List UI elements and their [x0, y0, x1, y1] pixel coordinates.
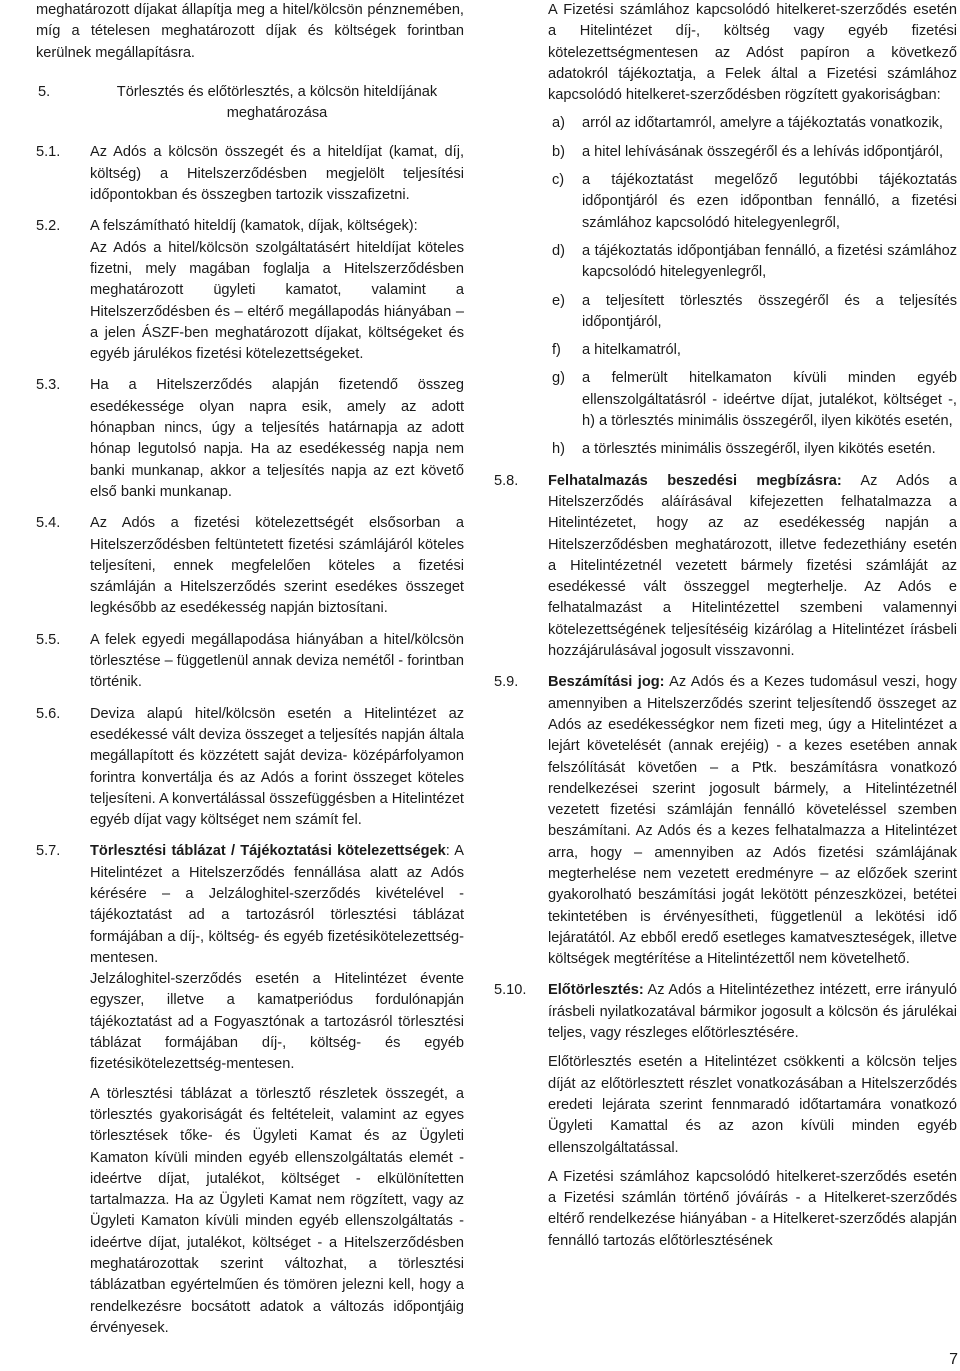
- section-text: [548, 471, 957, 663]
- list-item-label: g): [552, 370, 565, 387]
- section-5-8: [494, 471, 957, 663]
- section-text: Deviza alapú hitel/kölcsön esetén a Hitelintézet az esedékessé vált deviza összeget a teljesítés napján általa megállapított és közzétett saját deviza- középárfolyamon forintra konvertálja és az Adós a forint összeget köteles teljesíteni. A konvertálással összefüggésben a Hitelintézet egyéb díjat vagy költséget nem számít fel.: [90, 705, 464, 829]
- section-paragraph-2: Jelzáloghitel-szerződés esetén a Hitelintézet évente egyszer, illetve a kamatperiódus fordulónapján tájékoztatást ad a Fogyasztónak a tartozásról törlesztési táblázat formájában díj-, költség- és egyéb fizetésikötelezettség-mentesen.: [90, 971, 464, 1073]
- section-title: Törlesztési táblázat / Tájékoztatási kötelezettségek: [90, 843, 446, 860]
- section-5-4: [36, 513, 464, 619]
- list-item: [550, 113, 957, 134]
- section-number: 5.1.: [36, 144, 61, 161]
- section-text: A felek egyedi megállapodása hiányában a hitel/kölcsön törlesztése – függetlenül annak deviza nemétől - forintban történik.: [90, 631, 464, 691]
- section-text: Az Adós a kölcsön összegét és a hiteldíjat (kamat, díj, költség) a Hitelszerződésben megjelölt teljesítési időpontokban és összegben tartozik visszafizetni.: [90, 144, 464, 204]
- left-intro: meghatározott díjakat állapítja meg a hitel/kölcsön pénznemében, míg a tételesen meghatározott díjak és költségek forintban kerülnek megállapításra.: [36, 2, 464, 61]
- list-item-text: a hitelkamatról,: [582, 342, 681, 359]
- section-5-3: [36, 375, 464, 503]
- section-text-cont: Az Adós a Hitelintézethez intézett, erre irányuló írásbeli nyilatkozatával bármikor jogosult a kölcsön és járulékai teljes, vagy részleges előtörlesztésére.: [548, 982, 957, 1042]
- section-text-cont: Az Adós a Hitelszerződés aláírásával kifejezetten felhatalmazza a Hitelintézetet, hogy az az esedékesség napján a Hitelszerződésben meghatározott, illetve fedezethiány esetén a Hitelintézetnél vezetett bármely fizetési számláját az esedékessé vált összeggel megterhelje. Az Adós e felhatalmazást a Hitelintézettel szembeni valamennyi kötelezettségének teljesítéséig kizárólag a Hitelintézet írásbeli hozzájárulásával jogosult visszavonni.: [548, 472, 957, 660]
- section-number: 5.10.: [494, 982, 527, 999]
- list-item-label: h): [552, 441, 565, 458]
- list-item-label: b): [552, 143, 565, 160]
- section-number: 5.2.: [36, 218, 61, 235]
- section-title: Beszámítási jog:: [548, 674, 665, 691]
- section-title: Előtörlesztés:: [548, 982, 644, 999]
- section-number: 5.8.: [494, 472, 519, 489]
- section-5-5: [36, 630, 464, 694]
- section-text-lead: A felszámítható hiteldíj (kamatok, díjak, költségek):: [90, 218, 418, 235]
- list-item-text: a teljesített törlesztés összegéről és a teljesítés időpontjáról,: [582, 292, 957, 330]
- section-number: 5.7.: [36, 843, 61, 860]
- section-5-2: [36, 216, 464, 365]
- section-5-heading: [36, 82, 464, 125]
- section-number: 5.: [38, 83, 51, 100]
- page-number: 7: [949, 1351, 958, 1368]
- section-text: [548, 672, 957, 970]
- list-item: [550, 368, 957, 432]
- section-text-cont: Az Adós és a Kezes tudomásul veszi, hogy amennyiben a Hitelszerződés szerint teljesítendő összeget az Adós az esedékességkor nem fizeti meg, úgy a Hitelintézet a lejárt követelését (annak erejéig) - a kezes esetében annak felszólítását követően – a Ptk. beszámításra vonatkozó rendelkezései szerint jogosult bármely, a Hitelintézetnél vezetett fizetési számláján fennálló követeléssel szemben beszámítani. Az Adós és a kezes felhatalmazza a Hitelintézet arra, hogy – amennyiben az Adós fizetési számlájának megterhelése nem vezetett eredményre – az előzőek szerint gyakorolható beszámítási jogát lekötött pénzeszközei, betétei tekintetében is érvényesítheti, függetlenül a lekötési idő lejáratától. Az ebből eredő esetleges kamatveszteségek, illetve költségek megtérítése a Hitelintézettől nem követelhető.: [548, 674, 957, 968]
- section-text-cont: : A Hitelintézet a Hitelszerződés fennállása alatt az Adós kérésére – a Jelzáloghitel-szerződés kivételével - tájékoztatást ad a tartozásról törlesztési táblázat formájában a díj-, költség- és egyéb fizetésikötelezettség-mentesen.: [90, 843, 464, 966]
- list-item-label: e): [552, 292, 565, 309]
- list-item-label: a): [552, 115, 565, 132]
- list-item-text: a törlesztés minimális összegéről, ilyen kikötés esetén.: [582, 441, 936, 458]
- section-text: [90, 841, 464, 969]
- section-title: [90, 82, 464, 125]
- section-5-10: [494, 980, 957, 1252]
- list-item: [550, 291, 957, 334]
- section-paragraph-3: A törlesztési táblázat a törlesztő részletek összegét, a törlesztés gyakoriságát és feltételeit, valamint az egyes törlesztések tőke- és Ügyleti Kamat és az Ügyleti Kamaton kívüli minden egyéb ellenszolgáltatás elemét - ideértve díjat, jutalékot, költséget - elkülönítetten tartalmazza. Ha az Ügyleti Kamat nem rögzített, vagy az Ügyleti Kamaton kívüli minden egyéb ellenszolgáltatás - ideértve díjat, jutalékot, költséget - a Hitelszerződésben meghatározottak szerint változhat, a törlesztési táblázatban egyértelműen és tömören jelezni kell, hogy a rendelkezésre bocsátott adatok a változás időpontjáig érvényesek.: [90, 1085, 464, 1336]
- list-item-text: a felmerült hitelkamaton kívüli minden egyéb ellenszolgáltatásról - ideértve díjat, jutalékot, költséget -, h) a törlesztés minimális összegéről, ilyen kikötés esetén,: [582, 370, 957, 430]
- info-list: [494, 113, 957, 460]
- list-item-text: arról az időtartamról, amelyre a tájékoztatás vonatkozik,: [582, 115, 943, 132]
- section-paragraph-3: A Fizetési számlához kapcsolódó hitelkeret-szerződés esetén a Fizetési számlán történő jóváírás - a Hitelkeret-szerződés eltérő rendelkezése hiányában - a Hitelkeret-szerződés alapján fennálló tartozás előtörlesztésének: [548, 1168, 957, 1249]
- list-item-label: d): [552, 242, 565, 259]
- section-5-1: [36, 142, 464, 206]
- list-item-text: a hitel lehívásának összegéről és a lehívás időpontjáról,: [582, 143, 944, 160]
- section-number: 5.6.: [36, 705, 61, 722]
- list-item: [550, 439, 957, 460]
- list-item-label: c): [552, 172, 565, 189]
- section-5-6: [36, 704, 464, 832]
- section-text: [548, 980, 957, 1044]
- section-paragraph-2: Előtörlesztés esetén a Hitelintézet csökkenti a kölcsön teljes díját az előtörlesztett részlet vonatkozásában a Hitelszerződés eredeti lejárata szerint fennmaradó időtartamára vonatkozó Ügyleti Kamattal és az azon kívüli minden egyéb ellenszolgáltatással.: [548, 1054, 957, 1156]
- left-column: [36, 0, 464, 1339]
- section-text: Az Adós a hitel/kölcsön szolgáltatásért hiteldíjat köteles fizetni, mely magában foglalja a Hitelszerződésben meghatározott ügyleti kamatot, valamint a Hitelszerződésben és – eltérő megállapodás hiányában – a jelen ÁSZF-ben meghatározott díjakat, költségeket és egyéb járulékos fizetési kötelezettségeket.: [90, 239, 464, 363]
- list-item-label: f): [552, 342, 561, 359]
- section-title-line2: meghatározása: [226, 105, 328, 122]
- list-item: [550, 340, 957, 361]
- section-text: Ha a Hitelszerződés alapján fizetendő összeg esedékessége olyan napra esik, amely az adott hónapban nincs, úgy a teljesítés határnapja az adott hónap legutolsó napja. Ha az esedékesség napja nem banki munkanap, akkor a teljesítés napja az ezt követő első banki munkanap.: [90, 377, 464, 500]
- section-text: Az Adós a fizetési kötelezettségét elsősorban a Hitelszerződésben feltüntetett fizetési számlájáról köteles teljesíteni, ennek megfelelően köteles a fizetési számláján a Hitelszerződés szerint esedékes összeget legkésőbb az esedékesség napján biztosítani.: [90, 515, 464, 617]
- list-item: [550, 142, 957, 163]
- list-item: [550, 170, 957, 234]
- section-number: 5.3.: [36, 377, 61, 394]
- section-title: Felhatalmazás beszedési megbízásra:: [548, 472, 842, 489]
- list-item-text: a tájékoztatást megelőző legutóbbi tájékoztatás időpontjáról és ezen időpontban fennálló, a fizetési számlához kapcsolódó hitelegyenlegről,: [582, 172, 957, 231]
- right-column: [494, 0, 957, 1252]
- section-number: 5.4.: [36, 515, 61, 532]
- section-title-line1: Törlesztés és előtörlesztés, a kölcsön hiteldíjának: [116, 83, 438, 100]
- list-item-text: a tájékoztatás időpontjában fennálló, a fizetési számlához kapcsolódó hitelegyenlegről,: [582, 242, 957, 281]
- section-5-9: [494, 672, 957, 970]
- section-5-7: [36, 841, 464, 1339]
- section-number: 5.5.: [36, 631, 61, 648]
- section-number: 5.9.: [494, 674, 519, 691]
- right-intro: A Fizetési számlához kapcsolódó hitelkeret-szerződés esetén a Hitelintézet díj-, költség vagy egyéb fizetési kötelezettségmentesen az Adóst papíron a következő adatokról tájékoztatja, a Felek által a Fizetési számlához kapcsolódó hitelkeret-szerződésben rögzített gyakoriságban:: [548, 2, 957, 104]
- list-item: [550, 241, 957, 284]
